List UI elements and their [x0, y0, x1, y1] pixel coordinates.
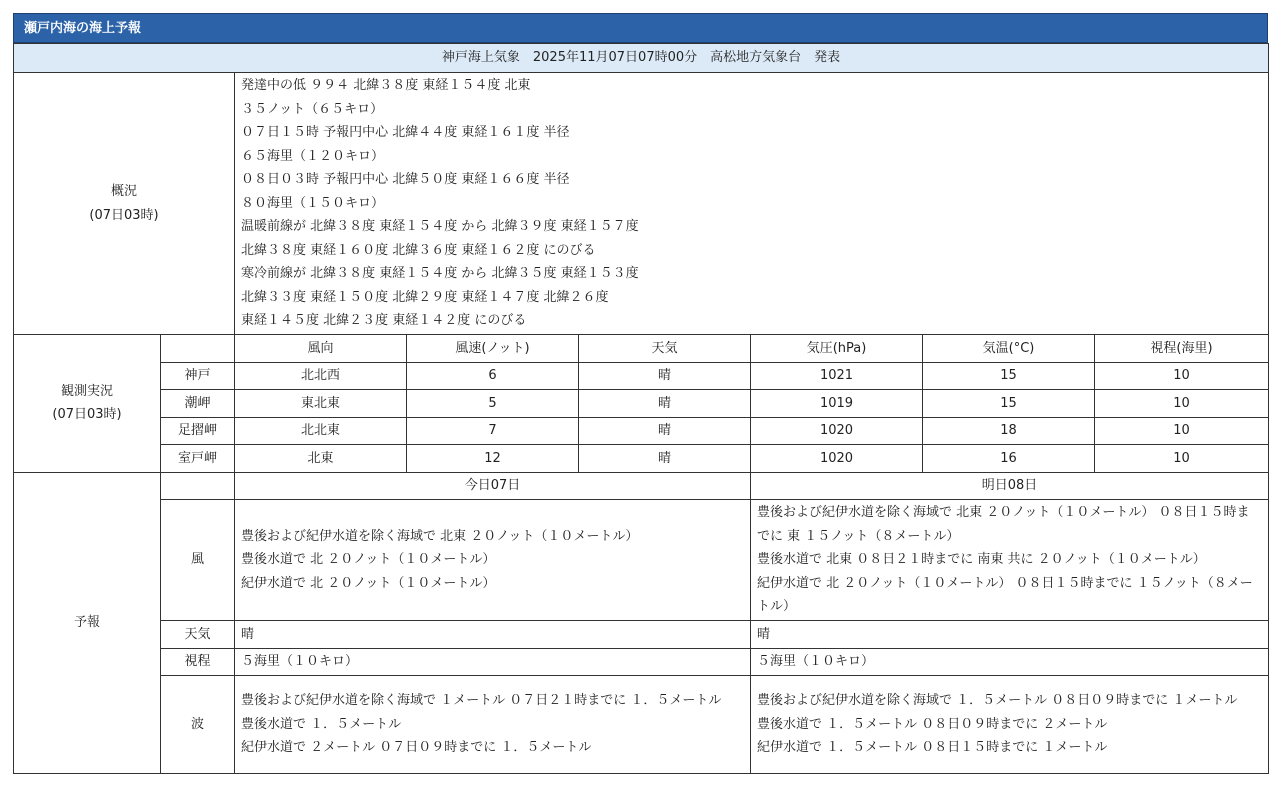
- wave-tomorrow-line: 豊後および紀伊水道を除く海域で １．５メートル ０８日０９時までに １メートル: [757, 693, 1238, 709]
- overview-line: ０８日０３時 予報円中心 北緯５０度 東経１６６度 半径: [241, 172, 570, 188]
- forecast-today-header: 今日07日: [235, 472, 751, 500]
- header-wind-direction: 風向: [235, 335, 407, 363]
- observation-label-text: 観測実況: [60, 383, 113, 399]
- station-name: 神戸: [161, 362, 235, 390]
- wind-today-line: 豊後水道で 北 ２０ノット（１０メートル）: [241, 552, 496, 568]
- weather-today: 晴: [235, 621, 751, 649]
- cell-visibility: 10: [1095, 390, 1269, 418]
- cell-temperature: 16: [923, 445, 1095, 473]
- wave-today-line: 豊後水道で １．５メートル: [241, 716, 402, 732]
- wind-today-line: 紀伊水道で 北 ２０ノット（１０メートル）: [241, 575, 496, 591]
- cell-pressure: 1020: [751, 417, 923, 445]
- visibility-label: 視程: [161, 648, 235, 676]
- wind-tomorrow-line: 紀伊水道で 北 ２０ノット（１０メートル） ０８日１５時までに １５ノット（８メートル）: [757, 575, 1253, 615]
- header-weather: 天気: [579, 335, 751, 363]
- overview-line: ０７日１５時 予報円中心 北緯４４度 東経１６１度 半径: [241, 125, 570, 141]
- wind-tomorrow: [751, 500, 1269, 621]
- wave-today: [235, 676, 751, 774]
- cell-wind-speed: 12: [407, 445, 579, 473]
- overview-time: (07日03時): [89, 207, 159, 223]
- wave-today-line: 豊後および紀伊水道を除く海域で １メートル ０７日２１時までに １．５メートル: [241, 693, 722, 709]
- wind-label: 風: [161, 500, 235, 621]
- cell-weather: 晴: [579, 390, 751, 418]
- overview-line: 発達中の低 ９９４ 北緯３８度 東経１５４度 北東: [241, 78, 531, 94]
- station-name: 室戸岬: [161, 445, 235, 473]
- forecast-panel: [13, 13, 1268, 774]
- overview-label: [14, 73, 235, 335]
- overview-text: [235, 73, 1269, 335]
- cell-weather: 晴: [579, 362, 751, 390]
- cell-wind-speed: 5: [407, 390, 579, 418]
- table-row: [14, 390, 1269, 418]
- station-name: 足摺岬: [161, 417, 235, 445]
- cell-temperature: 18: [923, 417, 1095, 445]
- overview-line: 北緯３３度 東経１５０度 北緯２９度 東経１４７度 北緯２６度: [241, 289, 609, 305]
- wind-today: [235, 500, 751, 621]
- cell-pressure: 1019: [751, 390, 923, 418]
- weather-tomorrow: 晴: [751, 621, 1269, 649]
- overview-line: 温暖前線が 北緯３８度 東経１５４度 から 北緯３９度 東経１５７度: [241, 219, 639, 235]
- cell-temperature: 15: [923, 362, 1095, 390]
- cell-wind-direction: 北北東: [235, 417, 407, 445]
- table-row: [14, 445, 1269, 473]
- forecast-table: [13, 43, 1269, 774]
- page-title: 瀬戸内海の海上予報: [13, 13, 1268, 43]
- wave-tomorrow-line: 紀伊水道で １．５メートル ０８日１５時までに １メートル: [757, 740, 1108, 756]
- header-visibility: 視程(海里): [1095, 335, 1269, 363]
- overview-line: 東経１４５度 北緯２３度 東経１４２度 にのびる: [241, 313, 527, 329]
- observation-time: (07日03時): [52, 407, 122, 423]
- wind-tomorrow-line: 豊後および紀伊水道を除く海域で 北東 ２０ノット（１０メートル） ０８日１５時までに 東 １５ノット（８メートル）: [757, 505, 1250, 544]
- cell-temperature: 15: [923, 390, 1095, 418]
- header-wind-speed: 風速(ノット): [407, 335, 579, 363]
- header-temperature: 気温(°C): [923, 335, 1095, 363]
- cell-visibility: 10: [1095, 362, 1269, 390]
- observation-label: [14, 335, 161, 473]
- cell-wind-speed: 6: [407, 362, 579, 390]
- overview-line: ６５海里（１２０キロ）: [241, 148, 385, 164]
- wave-tomorrow: [751, 676, 1269, 774]
- issue-info: 神戸海上気象 2025年11月07日07時00分 高松地方気象台 発表: [14, 44, 1269, 73]
- cell-wind-direction: 東北東: [235, 390, 407, 418]
- station-name: 潮岬: [161, 390, 235, 418]
- overview-line: ３５ノット（６５キロ）: [241, 101, 384, 117]
- weather-label: 天気: [161, 621, 235, 649]
- visibility-today: ５海里（１０キロ）: [235, 648, 751, 676]
- cell-wind-speed: 7: [407, 417, 579, 445]
- overview-line: ８０海里（１５０キロ）: [241, 195, 385, 211]
- wind-tomorrow-line: 豊後水道で 北東 ０８日２１時までに 南東 共に ２０ノット（１０メートル）: [757, 552, 1206, 568]
- wave-label: 波: [161, 676, 235, 774]
- cell-weather: 晴: [579, 445, 751, 473]
- overview-line: 寒冷前線が 北緯３８度 東経１５４度 から 北緯３５度 東経１５３度: [241, 266, 639, 282]
- overview-label-text: 概況: [110, 184, 137, 199]
- cell-pressure: 1021: [751, 362, 923, 390]
- cell-pressure: 1020: [751, 445, 923, 473]
- overview-line: 北緯３８度 東経１６０度 北緯３６度 東経１６２度 にのびる: [241, 242, 596, 258]
- cell-wind-direction: 北北西: [235, 362, 407, 390]
- forecast-tomorrow-header: 明日08日: [751, 472, 1269, 500]
- cell-visibility: 10: [1095, 445, 1269, 473]
- observation-corner: [161, 335, 235, 363]
- header-pressure: 気圧(hPa): [751, 335, 923, 363]
- wave-today-line: 紀伊水道で ２メートル ０７日０９時までに １．５メートル: [241, 740, 592, 756]
- forecast-label: 予報: [14, 472, 161, 774]
- table-row: [14, 417, 1269, 445]
- wind-today-line: 豊後および紀伊水道を除く海域で 北東 ２０ノット（１０メートル）: [241, 528, 639, 544]
- forecast-corner: [161, 472, 235, 500]
- cell-weather: 晴: [579, 417, 751, 445]
- cell-wind-direction: 北東: [235, 445, 407, 473]
- visibility-tomorrow: ５海里（１０キロ）: [751, 648, 1269, 676]
- cell-visibility: 10: [1095, 417, 1269, 445]
- table-row: [14, 362, 1269, 390]
- wave-tomorrow-line: 豊後水道で １．５メートル ０８日０９時までに ２メートル: [757, 716, 1108, 732]
